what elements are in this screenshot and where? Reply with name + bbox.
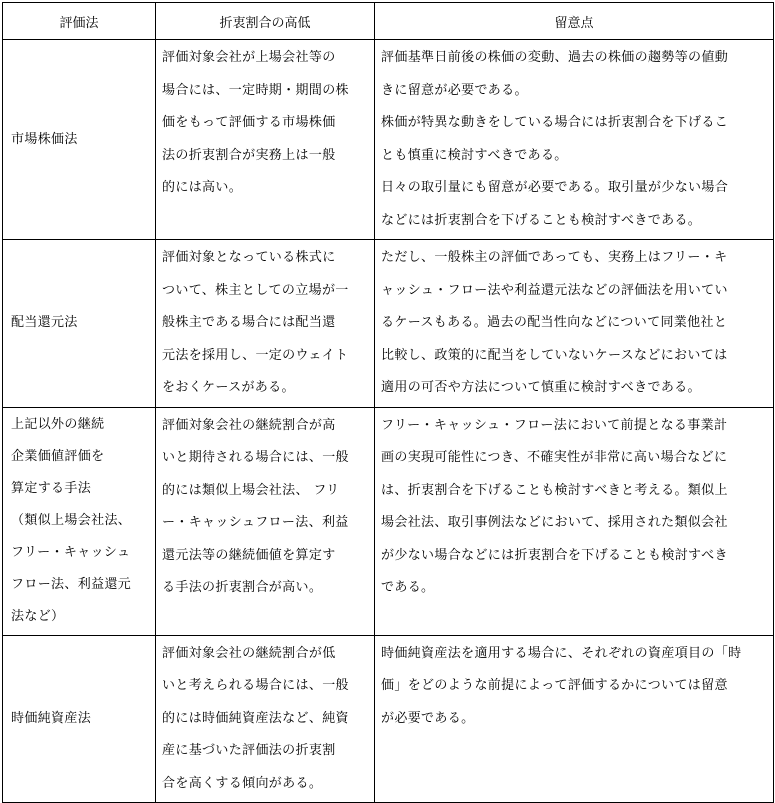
cell-text-line: ついて、株主としての立場が一 [162,282,349,298]
table-row [3,635,774,803]
cell-text-line: きに留意が必要である。 [381,82,528,98]
cell-text-line: 評価対象となっている株式に [162,250,336,265]
method-cell [3,407,156,635]
valuation-methods-table [2,2,774,803]
ratio-cell [156,240,375,408]
header-ratio: 折衷割合の高低 [156,3,375,40]
cell-text-line: 般株主である場合には配当還 [162,315,336,330]
cell-text-line: 評価対象会社の継続割合が高 [162,417,336,433]
header-notes: 留意点 [375,3,774,40]
ratio-cell [156,40,375,240]
cell-text-line: 法など） [11,609,65,624]
cell-text-line: 市場株価法 [11,131,78,147]
cell-text-line: 日々の取引量にも留意が必要である。取引量が少ない場合 [381,180,729,195]
cell-text-line: 企業価値評価を [11,449,105,464]
cell-text-line: 適用の可否や方法について慎重に検討すべきである。 [381,380,701,395]
cell-text-line: フリー・キャッシュ・フロー法において前提となる事業計 [381,417,728,433]
cell-text-line: いと考えられる場合には、一般 [162,678,349,693]
cell-text-line: 画の実現可能性につき、不確実性が非常に高い場合などに [381,450,728,465]
cell-text-line: 評価対象会社の継続割合が低 [162,645,336,661]
cell-text-line: 場合には、一定時期・期間の株 [162,82,349,98]
cell-text-line: る手法の折衷割合が高い。 [162,580,323,595]
header-method: 評価法 [3,3,156,40]
cell-text-line: 産に基づいた評価法の折衷割 [162,743,336,758]
header-row [3,3,774,40]
cell-text-line: 時価純資産法を適用する場合に、それぞれの資産項目の「時 [381,645,742,661]
table-row [3,40,774,240]
table-row [3,407,774,635]
cell-text-line: などには折衷割合を下げることも検討すべきである。 [381,212,702,228]
cell-text-line: 価をもって評価する市場株価 [162,115,336,130]
cell-text-line: （類似上場会社法、 [11,513,132,528]
cell-text-line: である。 [381,580,435,595]
cell-text-line: 元法を採用し、一定のウェイト [162,347,349,363]
cell-text-line: 算定する手法 [11,481,92,496]
method-cell [3,240,156,408]
cell-text-line: とも慎重に検討すべきである。 [381,147,568,163]
cell-text-line: フロー法、利益還元 [11,577,132,592]
cell-text-line: をおくケースがある。 [162,380,295,395]
cell-text-line: フリー・キャッシュ [11,545,131,560]
cell-text-line: 時価純資産法 [11,710,92,726]
cell-text-line: 法の折衷割合が実務上は一般 [162,147,336,163]
cell-text-line: ー・キャッシュフロー法、利益 [162,515,349,530]
cell-text-line: 比較し、政策的に配当をしていないケースなどにおいては [381,347,728,363]
cell-text-line: 株価が特異な動きをしている場合には折衷割合を下げるこ [381,115,729,130]
cell-text-line: 的には高い。 [162,180,243,195]
cell-text-line: ただし、一般株主の評価であっても、実務上はフリー・キ [381,250,728,265]
cell-text-line: いと期待される場合には、一般 [162,450,349,465]
cell-text-line: 評価基準日前後の株価の変動、過去の株価の趨勢等の値動 [381,50,729,65]
cell-text-line: 還元法等の継続価値を算定す [162,547,336,563]
cell-text-line: 評価対象会社が上場会社等の [162,50,336,65]
note-cell [375,40,774,240]
cell-text-line: は、折衷割合を下げることも検討すべきと考える。類似上 [381,482,728,498]
ratio-cell [156,407,375,635]
cell-text-line: 配当還元法 [11,315,78,331]
cell-text-line: 価」をどのような前提によって評価するかについては留意 [381,678,728,693]
note-cell [375,635,774,803]
cell-text-line: 的には時価純資産法など、純資 [162,710,349,726]
cell-text-line: 場会社法、取引事例法などにおいて、採用された類似会社 [381,515,728,530]
cell-text-line: ャッシュ・フロー法や利益還元法などの評価法を用いてい [381,282,728,298]
cell-text-line: るケースもある。過去の配当性向などについて同業他社と [381,315,728,330]
ratio-cell [156,635,375,803]
cell-text-line: が必要である。 [381,710,475,726]
cell-text-line: 上記以外の継続 [11,417,105,432]
table-row [3,240,774,408]
note-cell [375,407,774,635]
cell-text-line: が少ない場合などには折衷割合を下げることも検討すべき [381,547,728,563]
note-cell [375,240,774,408]
cell-text-line: 合を高くする傾向がある。 [162,775,323,791]
cell-text-line: 的には類似上場会社法、 フリ [162,482,340,498]
method-cell [3,40,156,240]
method-cell [3,635,156,803]
